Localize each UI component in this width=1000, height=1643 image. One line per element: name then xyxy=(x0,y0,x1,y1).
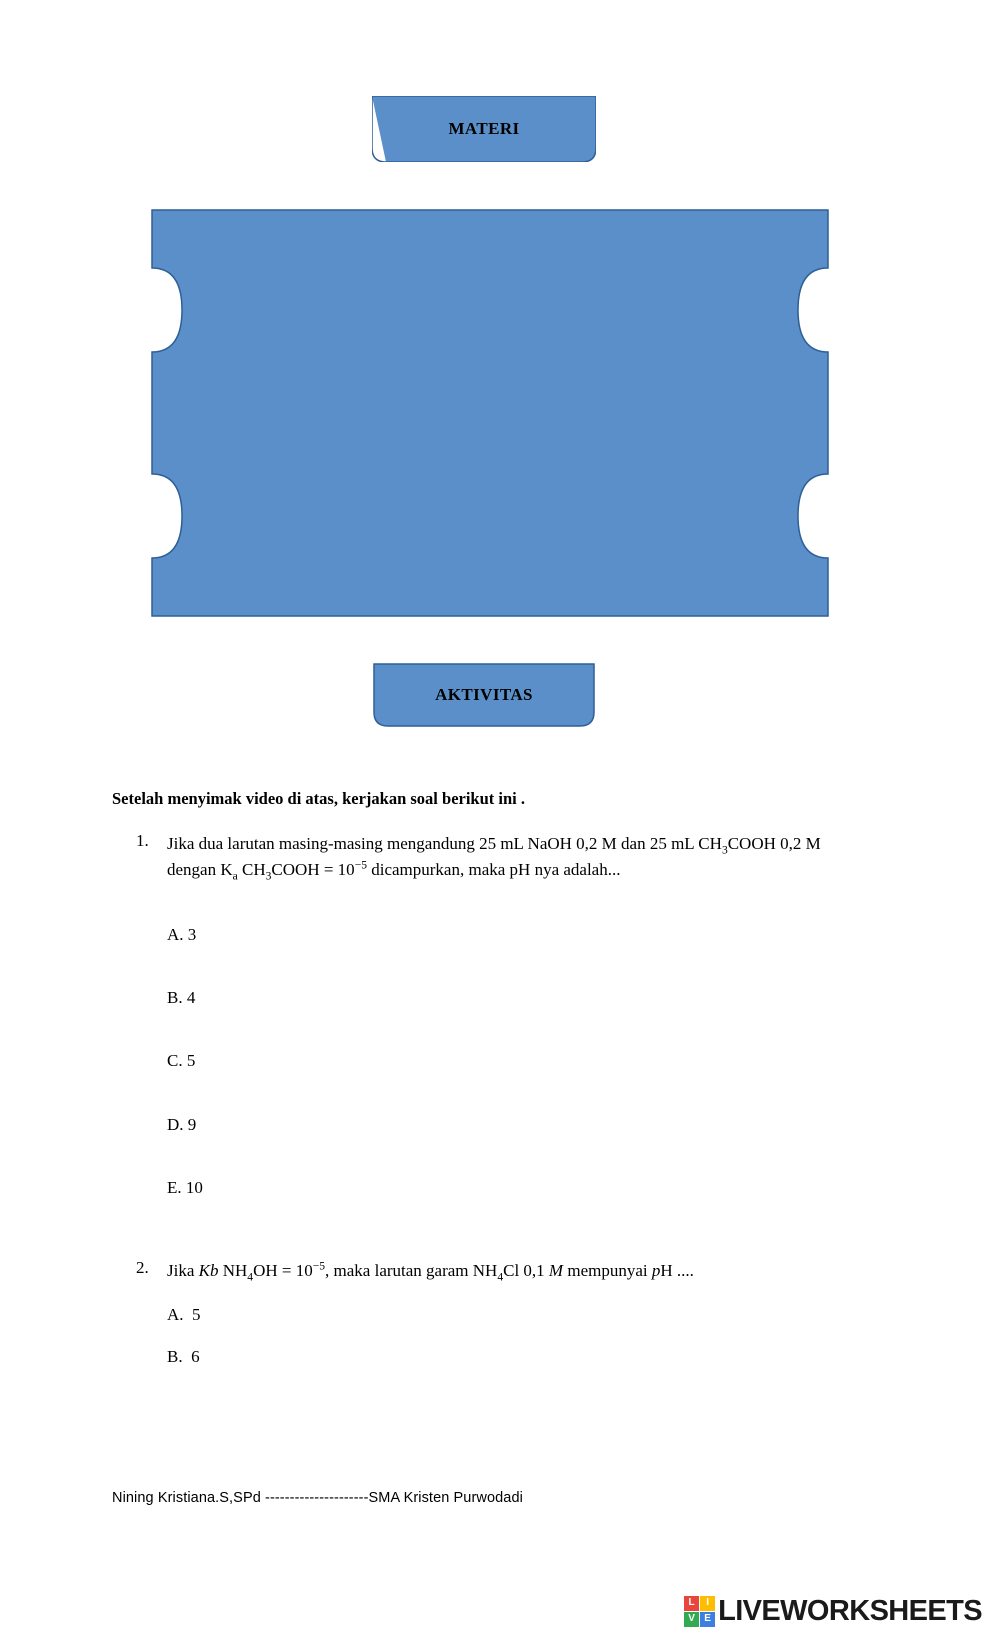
question-1-option-c[interactable] xyxy=(167,1051,195,1071)
question-1-option-d[interactable] xyxy=(167,1115,196,1135)
option-value: 5 xyxy=(186,1051,196,1070)
aktivitas-banner-shape xyxy=(372,662,596,728)
question-1-text: Jika dua larutan masing-masing mengandung 25 mL NaOH 0,2 M dan 25 mL $CH_3COOH$ 0,2 M dengan $K_a$ $CH_3COOH = 10^{-5}$ dicampurkan, maka pH nya adalah... xyxy=(167,834,821,883)
question-2-text: Jika Kb $NH_4OH = 10^{-5}$, maka larutan garam $NH_4Cl$ 0,1 M mempunyai pH .... xyxy=(167,1259,694,1284)
option-key: B. xyxy=(167,988,183,1007)
option-value: 10 xyxy=(185,1178,203,1197)
option-value: 6 xyxy=(191,1347,200,1366)
logo-square-l: L xyxy=(684,1596,699,1611)
aktivitas-banner xyxy=(372,662,596,728)
option-key: E. xyxy=(167,1178,182,1197)
question-1-option-e[interactable] xyxy=(167,1178,203,1198)
aktivitas-banner-label: AKTIVITAS xyxy=(435,685,533,704)
liveworksheets-logo xyxy=(684,1591,982,1631)
logo-square-e: E xyxy=(700,1612,715,1627)
materi-content-shape xyxy=(150,208,830,618)
question-1-number: 1. xyxy=(136,831,149,850)
option-value: 9 xyxy=(187,1115,197,1134)
question-2-option-b[interactable] xyxy=(167,1347,200,1367)
option-value: 4 xyxy=(186,988,196,1007)
materi-banner-shape xyxy=(372,96,596,162)
option-key: A. xyxy=(167,925,184,944)
materi-content-box xyxy=(150,208,830,618)
question-2-number: 2. xyxy=(136,1258,149,1277)
footer-author: Nining Kristiana.S,SPd ---------------------SMA Kristen Purwodadi xyxy=(112,1490,523,1506)
option-key: B. xyxy=(167,1347,183,1366)
question-1-option-a[interactable] xyxy=(167,925,196,945)
option-value: 5 xyxy=(192,1305,201,1324)
question-2-option-a[interactable] xyxy=(167,1305,201,1325)
instruction-text: Setelah menyimak video di atas, kerjakan soal berikut ini . xyxy=(112,789,525,808)
liveworksheets-wordmark: LIVEWORKSHEETS xyxy=(718,1594,982,1627)
option-key: D. xyxy=(167,1115,184,1134)
logo-square-i: I xyxy=(700,1596,715,1611)
materi-banner xyxy=(372,96,596,162)
option-value: 3 xyxy=(187,925,197,944)
materi-banner-label: MATERI xyxy=(448,119,520,138)
logo-square-v: V xyxy=(684,1612,699,1627)
question-1-option-b[interactable] xyxy=(167,988,195,1008)
option-key: C. xyxy=(167,1051,183,1070)
option-key: A. xyxy=(167,1305,184,1324)
liveworksheets-logo-squares xyxy=(684,1596,715,1627)
